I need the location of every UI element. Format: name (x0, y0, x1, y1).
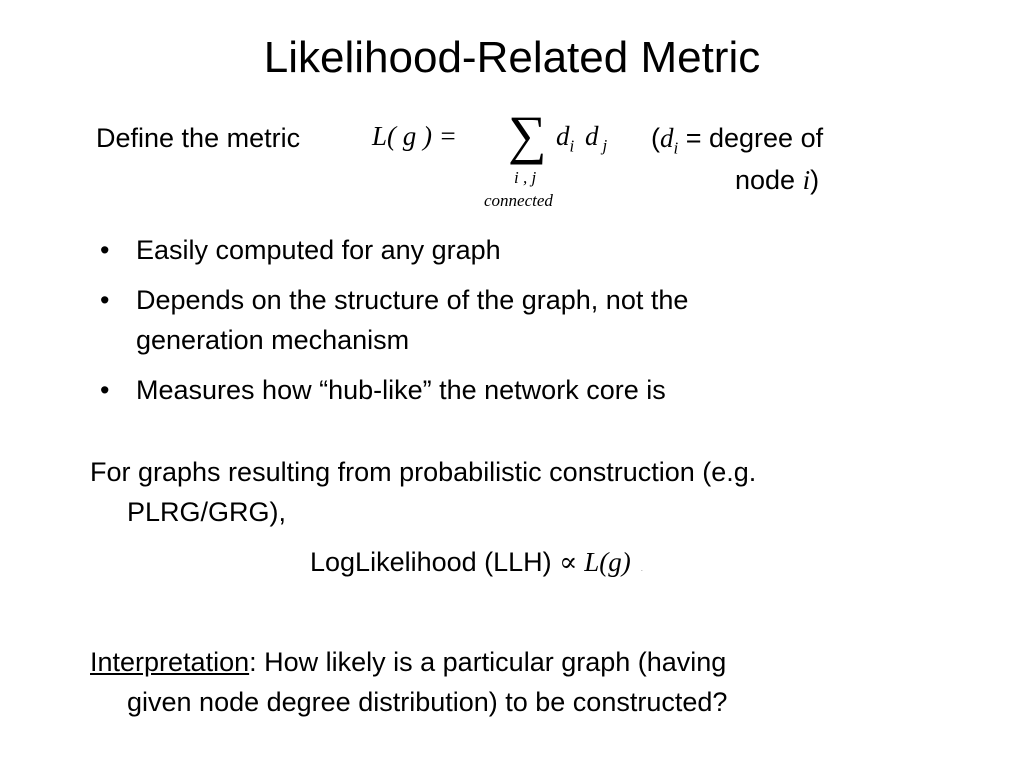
sum-index: i , j (514, 168, 537, 187)
formula-d-i: $d_i$ (556, 121, 575, 156)
bullet-marker: • (100, 285, 110, 315)
degree-note-line2: node i) (735, 165, 820, 195)
formula-d-j: d $_j$ (585, 121, 608, 156)
sum-symbol: ∑ (508, 105, 547, 165)
definition-prefix: Define the metric (96, 123, 301, 153)
bullet-marker: • (100, 375, 110, 405)
probabilistic-paragraph (90, 452, 756, 532)
bullet-text-continued: generation mechanism (136, 325, 410, 355)
llh-formula: L(g) (577, 547, 631, 577)
paragraph-line: given node degree distribution) to be constructed? (127, 687, 728, 717)
proportional-symbol: ∝ (559, 547, 578, 577)
paragraph-line: PLRG/GRG), (127, 497, 287, 527)
bullet-text: Measures how “hub-like” the network core is (136, 375, 666, 405)
llh-text: LogLikelihood (LLH) (310, 547, 560, 577)
interpretation-label: Interpretation (90, 647, 250, 677)
bullet-text: Easily computed for any graph (136, 235, 501, 265)
paragraph-line: Interpretation: How likely is a particular graph (having (90, 647, 727, 677)
llh-dot: . (640, 564, 643, 573)
slide-title: Likelihood-Related Metric (263, 33, 761, 82)
interpretation-paragraph (90, 642, 727, 722)
paragraph-line: For graphs resulting from probabilistic construction (e.g. (90, 457, 757, 487)
sum-condition: connected (484, 191, 553, 210)
bullet-text: Depends on the structure of the graph, not the (136, 285, 689, 315)
llh-relation (310, 546, 643, 585)
bullet-marker: • (100, 235, 110, 265)
formula-lhs: L( g ) = (372, 121, 457, 151)
degree-note: ($d_i$ = degree of (651, 123, 824, 158)
